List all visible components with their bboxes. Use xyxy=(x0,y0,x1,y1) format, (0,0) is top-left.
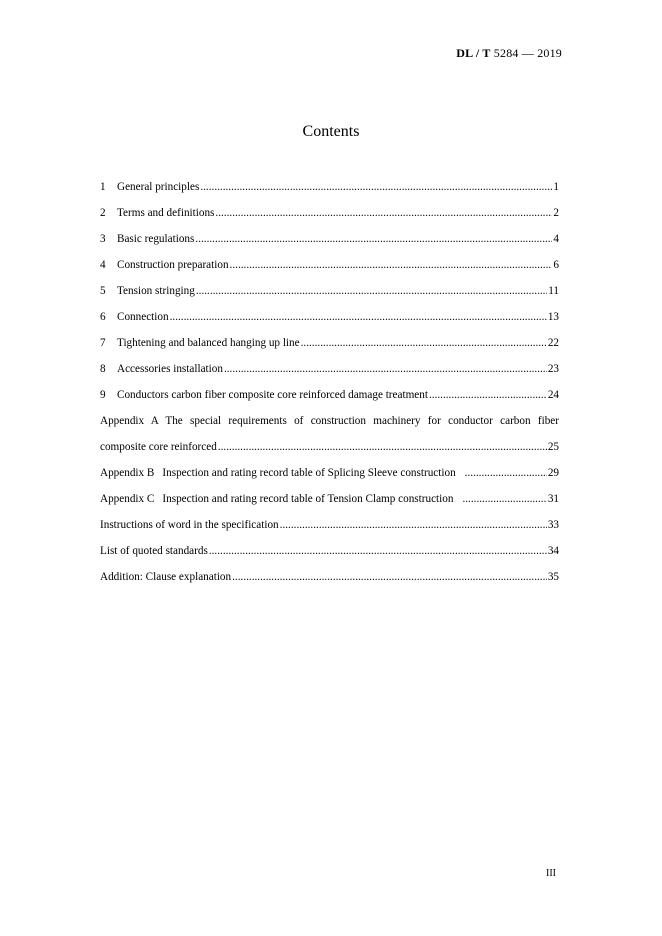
appendix-title: Inspection and rating record table of Tension Clamp construction xyxy=(162,493,454,505)
toc-number: 2 xyxy=(100,207,106,219)
toc-leader-dots xyxy=(170,310,547,324)
toc-entry-4[interactable] xyxy=(100,258,559,284)
toc-entry-appendix-a[interactable] xyxy=(100,414,559,440)
toc-page-number: 29 xyxy=(547,467,559,479)
toc-leader-dots xyxy=(462,492,546,506)
toc-leader-dots xyxy=(215,206,552,220)
toc-leader-dots xyxy=(232,570,547,584)
toc-label: Conductors carbon fiber composite core reinforced damage treatment xyxy=(117,389,428,401)
page-title: Contents xyxy=(302,123,360,140)
toc-leader-dots xyxy=(224,362,547,376)
toc-entry-6[interactable] xyxy=(100,310,559,336)
toc-leader-dots xyxy=(196,284,547,298)
toc-label: List of quoted standards xyxy=(100,545,208,557)
toc-label: Accessories installation xyxy=(117,363,223,375)
appendix-prefix: Appendix A xyxy=(100,415,159,427)
toc-label: General principles xyxy=(117,181,200,193)
toc-number: 3 xyxy=(100,233,106,245)
toc-number: 7 xyxy=(100,337,106,349)
toc-label: Tension stringing xyxy=(117,285,195,297)
appendix-prefix: Appendix B xyxy=(100,467,155,479)
toc-entry-9[interactable] xyxy=(100,388,559,414)
toc-label: Tightening and balanced hanging up line xyxy=(117,337,300,349)
toc-page-number: 23 xyxy=(547,363,559,375)
toc-entry-5[interactable] xyxy=(100,284,559,310)
toc-leader-dots xyxy=(218,440,547,454)
toc-entry-clause-explanation[interactable] xyxy=(100,570,559,596)
toc-page-number: 34 xyxy=(547,545,559,557)
appendix-title: Inspection and rating record table of Splicing Sleeve construction xyxy=(162,467,456,479)
toc-page-number: 2 xyxy=(553,207,559,219)
toc-label: Terms and definitions xyxy=(117,207,215,219)
toc-leader-dots xyxy=(280,518,547,532)
toc-leader-dots xyxy=(429,388,547,402)
toc-number: 9 xyxy=(100,389,106,401)
toc-entry-quoted-standards[interactable] xyxy=(100,544,559,570)
toc-number: 8 xyxy=(100,363,106,375)
toc-label: Basic regulations xyxy=(117,233,195,245)
toc-number: 6 xyxy=(100,311,106,323)
toc-page-number: 6 xyxy=(553,259,559,271)
toc-entry-3[interactable] xyxy=(100,232,559,258)
toc-label: Addition: Clause explanation xyxy=(100,571,232,583)
toc-label xyxy=(100,466,464,480)
toc-entry-instructions[interactable] xyxy=(100,518,559,544)
toc-leader-dots xyxy=(209,544,547,558)
toc-page-number: 11 xyxy=(548,285,559,297)
toc-leader-dots xyxy=(465,466,547,480)
document-code-prefix: DL / T xyxy=(456,46,491,60)
toc-entry-2[interactable] xyxy=(100,206,559,232)
toc-page-number: 22 xyxy=(547,337,559,349)
appendix-title-line2: composite core reinforced xyxy=(100,441,217,453)
toc-page-number: 24 xyxy=(547,389,559,401)
table-of-contents xyxy=(100,180,559,596)
toc-page-number: 25 xyxy=(547,441,559,453)
toc-leader-dots xyxy=(195,232,552,246)
toc-label xyxy=(100,492,461,506)
toc-number: 4 xyxy=(100,259,106,271)
toc-page-number: 1 xyxy=(553,181,559,193)
toc-leader-dots xyxy=(200,180,552,194)
toc-entry-appendix-c[interactable] xyxy=(100,492,559,518)
document-code xyxy=(456,46,562,61)
toc-label xyxy=(100,414,559,428)
toc-label: Connection xyxy=(117,311,169,323)
appendix-prefix: Appendix C xyxy=(100,493,155,505)
toc-page-number: 33 xyxy=(547,519,559,531)
toc-label: Construction preparation xyxy=(117,259,229,271)
page-folio: III xyxy=(546,868,556,879)
toc-label: Instructions of word in the specification xyxy=(100,519,279,531)
toc-leader-dots xyxy=(301,336,547,350)
toc-entry-1[interactable] xyxy=(100,180,559,206)
toc-entry-7[interactable] xyxy=(100,336,559,362)
toc-leader-dots xyxy=(230,258,553,272)
toc-page-number: 4 xyxy=(553,233,559,245)
document-code-suffix: 5284 — 2019 xyxy=(490,46,562,60)
toc-number: 1 xyxy=(100,181,106,193)
toc-page-number: 13 xyxy=(547,311,559,323)
toc-entry-appendix-a-continued[interactable] xyxy=(100,440,559,466)
appendix-title-line1: The special requirements of construction machinery for conductor carbon fiber xyxy=(165,415,559,427)
toc-entry-appendix-b[interactable] xyxy=(100,466,559,492)
toc-page-number: 35 xyxy=(547,571,559,583)
toc-page-number: 31 xyxy=(547,493,559,505)
toc-entry-8[interactable] xyxy=(100,362,559,388)
toc-number: 5 xyxy=(100,285,106,297)
